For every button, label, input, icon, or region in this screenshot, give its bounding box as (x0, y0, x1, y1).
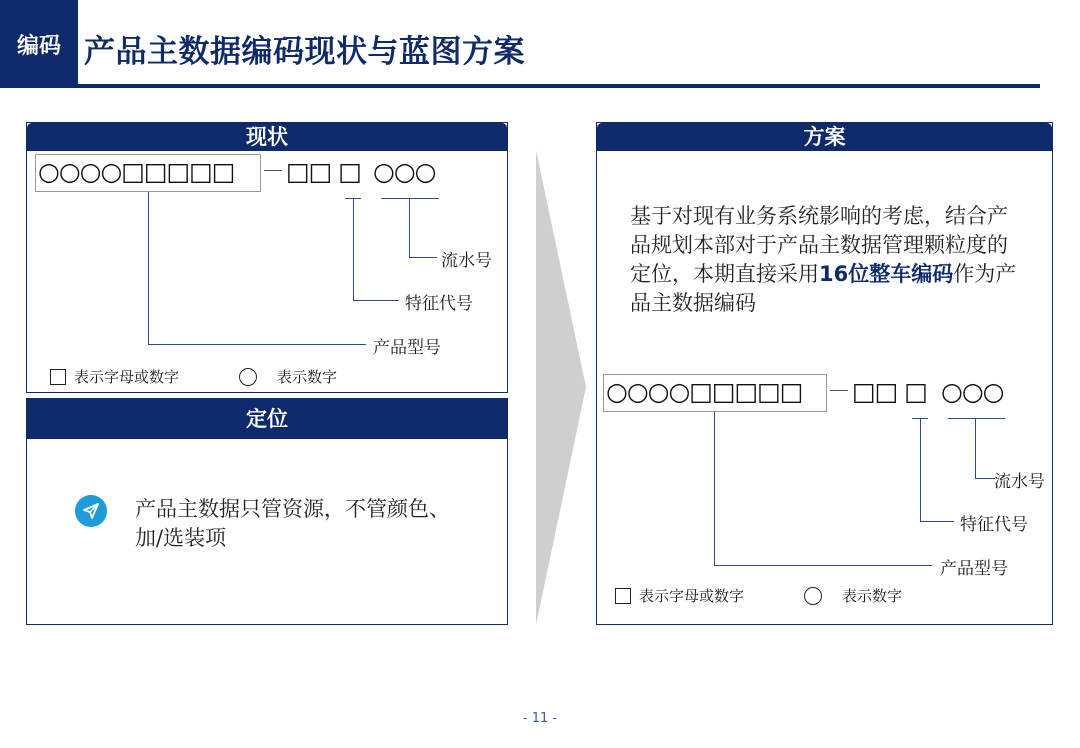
current-model-leader-h (148, 344, 366, 345)
current-feature-label: 特征代号 (405, 294, 473, 314)
current-product-code: ○○○○□□□□□ (38, 157, 235, 186)
plan-paragraph (630, 202, 1025, 318)
current-model-leader (148, 192, 149, 344)
section-tag: 编码 (0, 0, 78, 88)
current-feature-leader-h (353, 300, 399, 301)
current-legend (50, 366, 337, 387)
plan-heading: 方案 (597, 123, 1052, 151)
plan-product-code: ○○○○□□□□□ (606, 377, 803, 406)
plan-model-leader-h (714, 565, 932, 566)
circle-legend-icon (239, 368, 257, 386)
page-title: 产品主数据编码现状与蓝图方案 (84, 34, 525, 70)
positioning-heading: 定位 (27, 399, 507, 439)
current-serial-bracket (381, 198, 439, 199)
current-serial-code: ○○○ (373, 157, 436, 186)
current-feature-leader (353, 198, 354, 300)
current-feature-code: □□ □ (286, 157, 361, 186)
plan-highlight: 16位整车编码 (819, 262, 954, 286)
current-model-label: 产品型号 (373, 338, 441, 358)
plan-serial-code: ○○○ (941, 377, 1004, 406)
plan-serial-leader-h (975, 478, 995, 479)
circle-legend-icon (804, 587, 822, 605)
current-legend-digit: 表示数字 (277, 368, 338, 386)
current-legend-letter-digit: 表示字母或数字 (74, 368, 180, 386)
current-heading: 现状 (27, 123, 507, 151)
send-icon (75, 495, 107, 527)
title-underline (40, 84, 1040, 88)
plan-feature-leader-h (920, 521, 954, 522)
plan-feature-leader (920, 418, 921, 521)
plan-serial-leader (975, 418, 976, 478)
plan-paragraph-end: 作为产品主数据编码 (630, 262, 1017, 315)
page-number: - 11 - (522, 711, 558, 726)
plan-serial-bracket (948, 418, 1005, 419)
plan-serial-label: 流水号 (994, 472, 1045, 492)
plan-code-dash (830, 390, 848, 391)
plan-paragraph-start: 基于对现有业务系统影响的考虑，结合产品规划本部对于产品主数据管理颗粒度的定位，本期直接采用 (630, 204, 1008, 286)
square-legend-icon (615, 588, 631, 604)
plan-model-label: 产品型号 (940, 559, 1008, 579)
plan-legend (615, 585, 902, 606)
plan-feature-code: □□ □ (852, 377, 927, 406)
positioning-text: 产品主数据只管资源，不管颜色、加/选装项 (135, 497, 450, 550)
current-serial-leader-h (409, 257, 437, 258)
plan-model-leader (714, 412, 715, 565)
current-serial-label: 流水号 (441, 251, 492, 271)
plan-legend-letter-digit: 表示字母或数字 (639, 587, 745, 605)
chevron-arrow-icon (536, 150, 588, 625)
plan-legend-digit: 表示数字 (842, 587, 903, 605)
square-legend-icon (50, 369, 66, 385)
current-code-dash (264, 170, 282, 171)
current-serial-leader (409, 198, 410, 257)
plan-feature-label: 特征代号 (960, 515, 1028, 535)
